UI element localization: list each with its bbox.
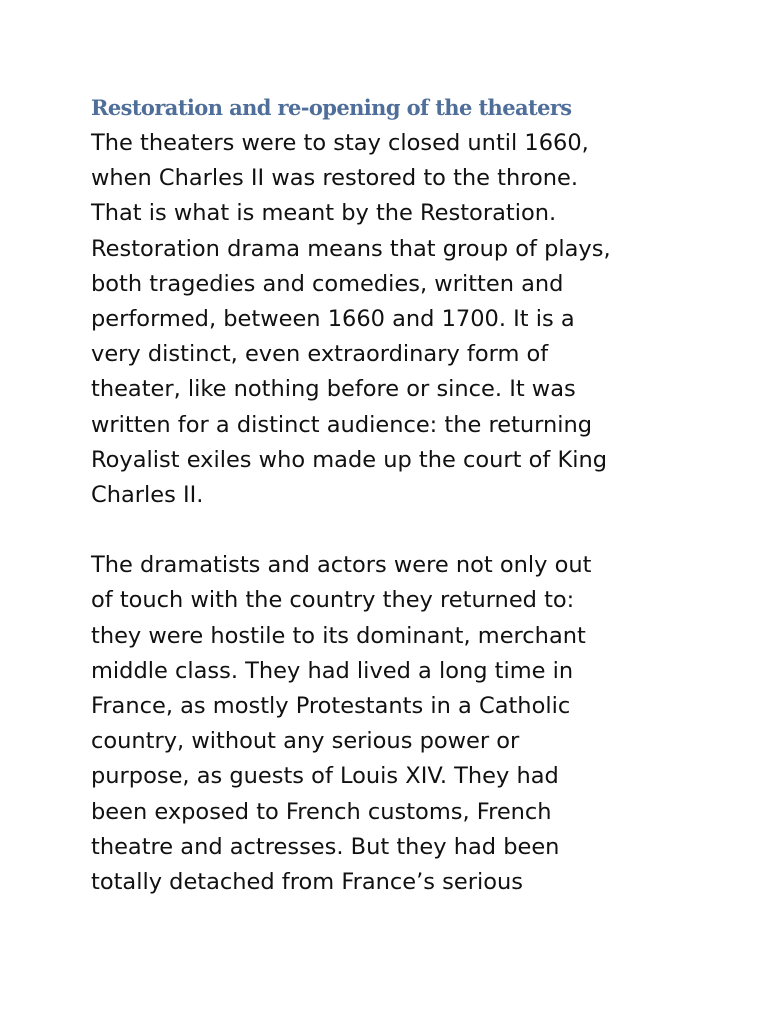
text-line: The dramatists and actors were not only out [91,552,592,579]
text-line: been exposed to French customs, French [91,798,552,825]
text-line: they were hostile to its dominant, merchant [91,622,586,649]
text-line: Charles II. [91,481,204,508]
text-line: both tragedies and comedies, written and [91,270,564,297]
text-line: Royalist exiles who made up the court of King [91,446,608,473]
paragraph-1 [91,126,711,513]
text-line: performed, between 1660 and 1700. It is a [91,305,575,332]
text-line: purpose, as guests of Louis XIV. They had [91,763,559,790]
text-line: written for a distinct audience: the returning [91,411,593,438]
text-line: France, as mostly Protestants in a Catholic [91,693,571,719]
document-content [91,90,711,900]
text-line: That is what is meant by the Restoration. [91,200,557,227]
paragraph-2 [91,548,711,900]
text-line: when Charles II was restored to the throne. [91,165,579,192]
text-line: very distinct, even extraordinary form of [91,341,549,368]
text-line: theatre and actresses. But they had been [91,833,560,860]
text-line: theater, like nothing before or since. It was [91,376,576,403]
text-line: middle class. They had lived a long time in [91,657,574,684]
paragraph-spacer [91,513,711,548]
text-line: Restoration drama means that group of plays, [91,235,611,262]
text-line: country, without any serious power or [91,728,520,755]
text-line: The theaters were to stay closed until 1660, [91,130,589,156]
text-line: totally detached from France’s serious [91,868,523,895]
text-line: of touch with the country they returned to: [91,587,575,614]
section-heading: Restoration and re-opening of the theaters [91,95,572,120]
